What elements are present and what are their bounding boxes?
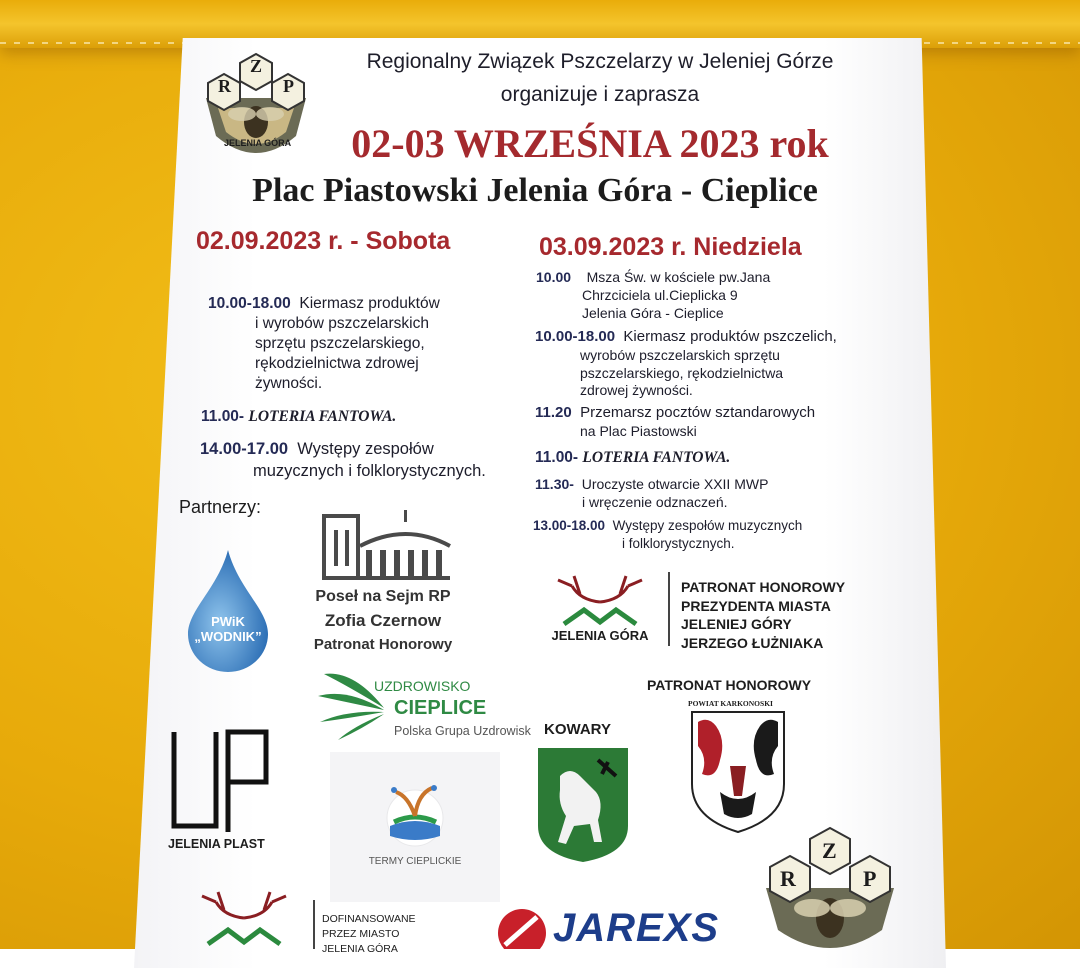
powiat-label: POWIAT KARKONOSKI <box>688 699 773 708</box>
termy-fountain-icon <box>380 778 450 848</box>
item-text: Chrzciciela ul.Cieplicka 9 <box>582 287 738 303</box>
jelenia-gora-logo-text: JELENIA GÓRA <box>551 628 649 643</box>
item-text: i wyrobów pszczelarskich <box>255 315 429 332</box>
item-text: Msza Św. w kościele pw.Jana <box>586 269 771 285</box>
lottery-text: LOTERIA FANTOWA. <box>582 449 731 466</box>
dofinansowane-text <box>322 912 416 957</box>
item-text: muzycznych i folklorystycznych. <box>253 462 486 480</box>
day2-item <box>535 328 837 345</box>
kowary-horse-shield-icon <box>536 746 630 864</box>
jelenia-plast-logo-icon <box>170 728 270 836</box>
patronat-line: JELENIEJ GÓRY <box>681 616 792 632</box>
divider <box>313 900 315 949</box>
day2-item <box>533 517 802 534</box>
item-time: 11.20 <box>535 404 572 421</box>
rzp-letter-z: Z <box>250 56 263 76</box>
pwik-logo-text <box>186 614 270 644</box>
dofin-line: JELENIA GÓRA <box>322 943 398 955</box>
item-time: 13.00-18.00 <box>533 518 606 533</box>
rzp-letter-r-large: R <box>780 866 796 891</box>
rzp-letter-p-large: P <box>863 866 877 891</box>
item-text: i wręczenie odznaczeń. <box>582 494 728 510</box>
uzdrowisko-label: UZDROWISKO <box>374 678 471 694</box>
item-time: 11.00- <box>201 408 245 425</box>
item-time: 10.00-18.00 <box>535 328 616 345</box>
patronat-line: PATRONAT HONOROWY <box>681 579 846 595</box>
place-line: Plac Piastowski Jelenia Góra - Cieplice <box>252 172 818 209</box>
sejm-building-icon <box>320 510 454 582</box>
posel-line: Poseł na Sejm RP <box>315 588 451 605</box>
patronat-line: JERZEGO ŁUŻNIAKA <box>681 634 824 651</box>
jarexs-logo-icon <box>497 905 547 949</box>
item-text: Występy zespołów muzycznych <box>612 518 803 533</box>
patronat-line: PREZYDENTA MIASTA <box>681 597 831 614</box>
invite-line: organizuje i zaprasza <box>500 83 700 106</box>
water-drop-icon <box>186 548 270 672</box>
posel-name: Zofia Czernow <box>324 611 442 630</box>
rzp-letter-r: R <box>218 76 231 96</box>
item-text: Kiermasz produktów <box>299 295 440 312</box>
item-text: rękodzielnictwa zdrowej <box>255 355 419 372</box>
jelenia-gora-antlers-icon <box>550 572 650 632</box>
partners-label: Partnerzy: <box>179 497 262 517</box>
item-text: Jelenia Góra - Cieplice <box>582 305 724 321</box>
termy-label: TERMY CIEPLICKIE <box>368 856 462 867</box>
item-text: sprzętu pszczelarskiego, <box>255 335 425 352</box>
cieplice-label: CIEPLICE <box>394 697 487 719</box>
kowary-label: KOWARY <box>544 721 611 738</box>
day1-title: 02.09.2023 r. - Sobota <box>196 227 451 255</box>
item-time: 11.30- <box>535 476 574 492</box>
rzp-city: JELENIA GÓRA <box>224 138 292 148</box>
divider <box>668 572 670 646</box>
item-text: Przemarsz pocztów sztandarowych <box>580 404 816 421</box>
item-text: Kiermasz produktów pszczelich, <box>623 328 837 345</box>
item-time: 10.00-18.00 <box>208 295 291 312</box>
item-text: żywności. <box>255 375 323 392</box>
posel-patronat: Patronat Honorowy <box>313 636 453 653</box>
day1-item <box>208 294 440 313</box>
org-line: Regionalny Związek Pszczelarzy w Jeleniej Górze <box>366 50 834 73</box>
patronat-prezydenta <box>681 578 845 652</box>
date-line: 02-03 WRZEŚNIA 2023 rok <box>351 121 829 166</box>
item-time: 11.00- <box>535 449 579 466</box>
lottery-text: LOTERIA FANTOWA. <box>248 408 397 425</box>
jarexs-label: JAREXS <box>553 906 720 950</box>
item-time: 10.00 <box>536 269 572 285</box>
item-text: wyrobów pszczelarskich sprzętu <box>580 347 780 363</box>
item-text: Uroczyste otwarcie XXII MWP <box>581 476 769 492</box>
day1-item <box>200 440 434 459</box>
pwik-sub: „WODNIK” <box>194 629 262 644</box>
item-text: zdrowej żywności. <box>580 382 693 398</box>
day2-item <box>535 404 815 421</box>
rzp-letter-p: P <box>283 76 294 96</box>
rzp-letter-z-large: Z <box>822 838 837 863</box>
pgu-label: Polska Grupa Uzdrowisk <box>394 724 531 738</box>
pwik-name: PWiK <box>211 614 245 629</box>
day2-item <box>536 269 770 286</box>
powiat-coat-of-arms-icon <box>690 710 786 834</box>
day1-item <box>201 407 396 426</box>
day2-item <box>535 476 768 493</box>
jelenia-plast-label: JELENIA PLAST <box>168 837 265 851</box>
patronat-powiat-label: PATRONAT HONOROWY <box>647 677 812 693</box>
dofin-line: DOFINANSOWANE <box>322 913 416 925</box>
item-time: 14.00-17.00 <box>200 440 289 458</box>
item-text: pszczelarskiego, rękodzielnictwa <box>580 365 784 381</box>
item-text: i folklorystycznych. <box>622 536 735 551</box>
day2-title: 03.09.2023 r. Niedziela <box>539 233 802 261</box>
item-text: na Plac Piastowski <box>580 423 697 439</box>
item-text: Występy zespołów <box>297 440 434 458</box>
dofin-line: PRZEZ MIASTO <box>322 928 400 940</box>
jelenia-gora-antlers-icon-small <box>194 888 294 949</box>
day2-item <box>535 448 730 467</box>
